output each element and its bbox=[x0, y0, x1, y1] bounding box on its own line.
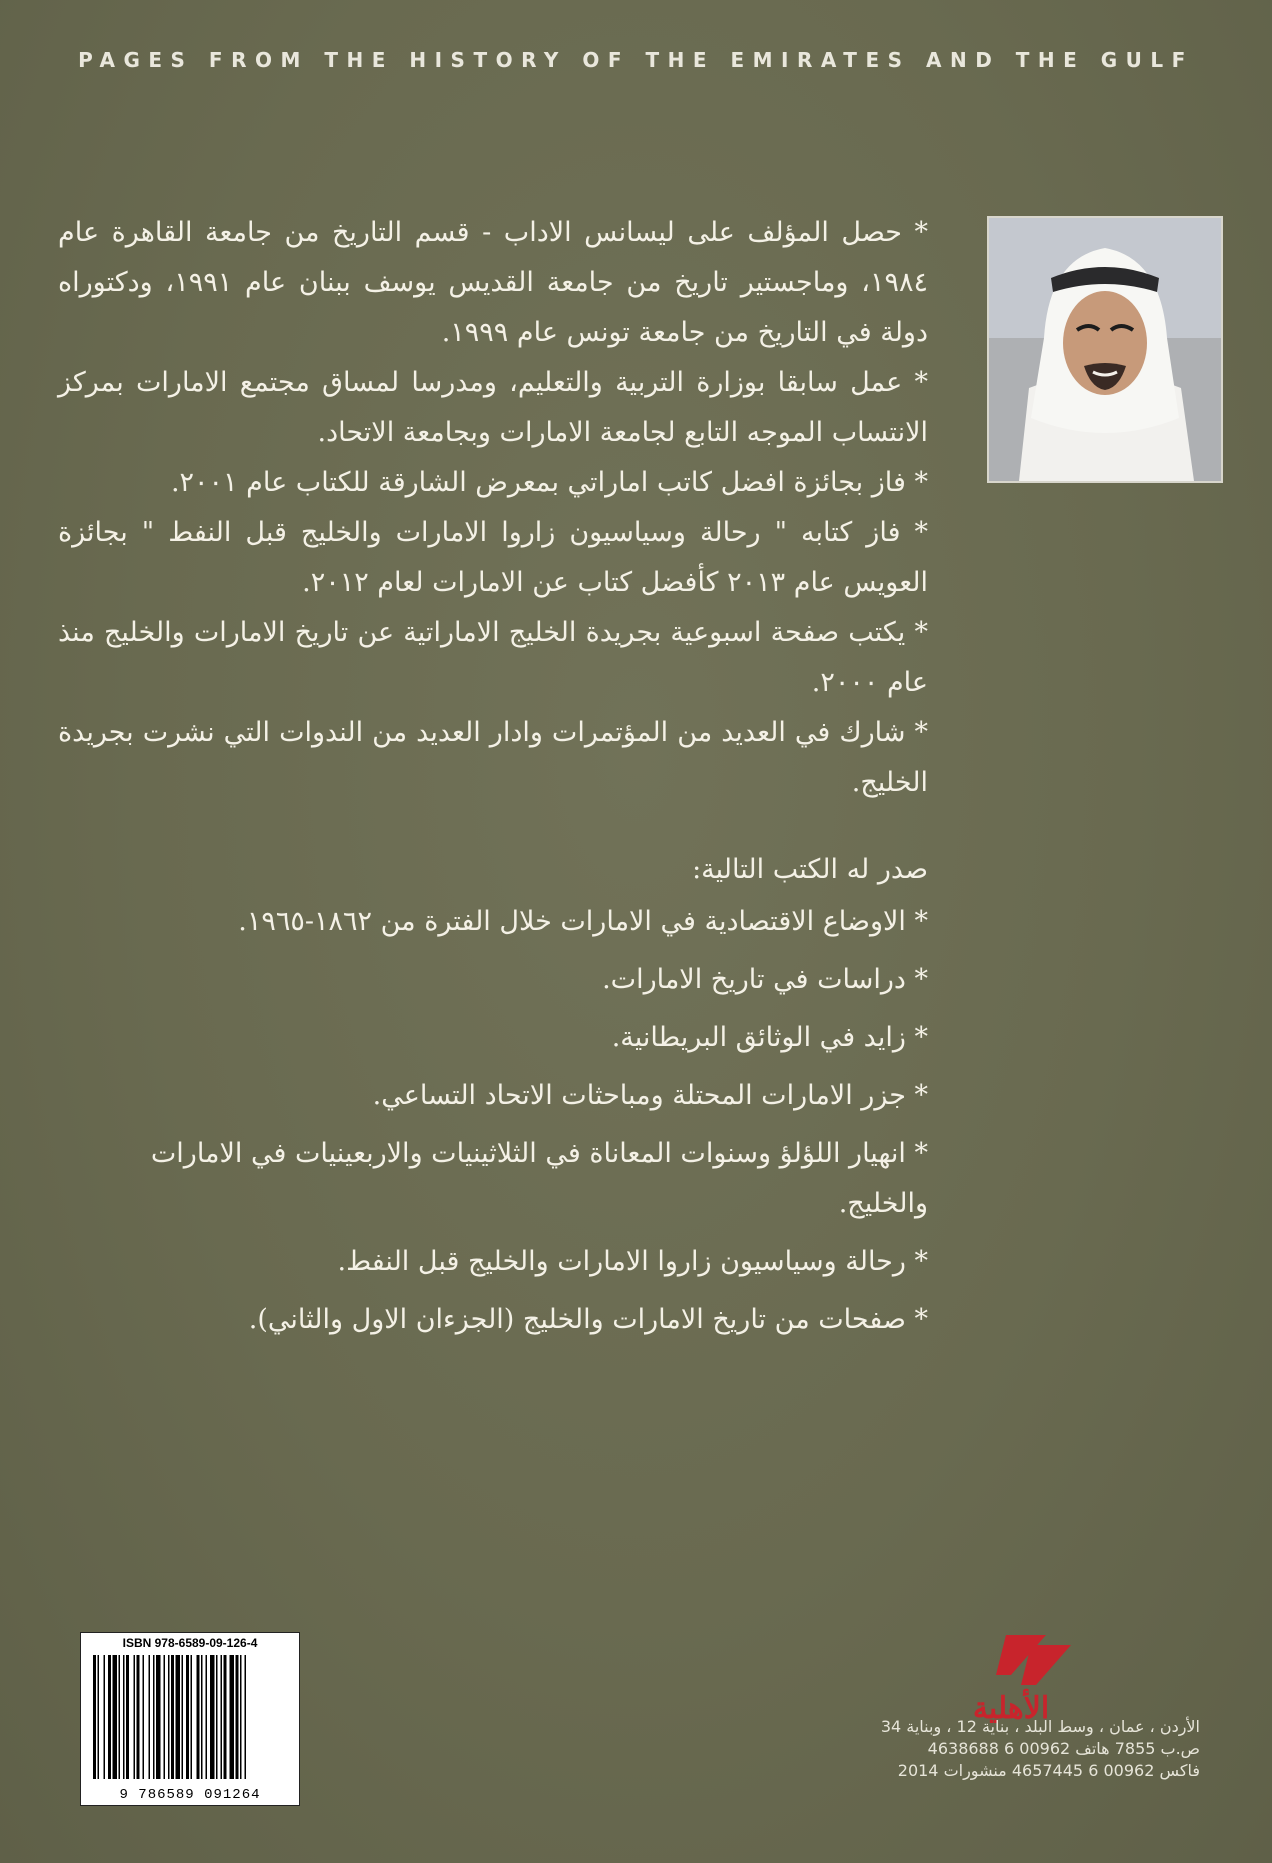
barcode-bar bbox=[123, 1655, 125, 1779]
author-photo bbox=[987, 216, 1223, 483]
series-title: PAGES FROM THE HISTORY OF THE EMIRATES AND THE GULF bbox=[78, 48, 1194, 72]
barcode-bar bbox=[240, 1655, 242, 1779]
isbn-label: ISBN 978-6589-09-126-4 bbox=[122, 1636, 258, 1650]
books-list bbox=[58, 845, 928, 1353]
barcode-digits: 9 786589 091264 bbox=[119, 1787, 261, 1803]
barcode-bar bbox=[98, 1655, 100, 1779]
barcode-bar bbox=[149, 1655, 151, 1779]
bio-paragraph: * يكتب صفحة اسبوعية بجريدة الخليج الاماراتية عن تاريخ الامارات والخليج منذ عام ٢٠٠٠. bbox=[58, 617, 928, 698]
logo-text: الأهلية bbox=[972, 1691, 1050, 1726]
barcode-bar bbox=[143, 1655, 145, 1779]
bio-paragraph: * حصل المؤلف على ليسانس الاداب - قسم التاريخ من جامعة القاهرة عام ١٩٨٤، وماجستير تاريخ من جامعة القديس يوسف ببنان عام ١٩٩١، ودكتوراه دولة في التاريخ من جامعة تونس عام ١٩٩٩. bbox=[58, 217, 928, 348]
barcode-bar bbox=[182, 1655, 184, 1779]
barcode-bar bbox=[186, 1655, 189, 1779]
book-item: * انهيار اللؤلؤ وسنوات المعاناة في الثلاثينيات والاربعينيات في الامارات والخليج. bbox=[150, 1138, 928, 1219]
publisher-address: الأردن ، عمان ، وسط البلد ، بناية 12 ، وبناية 34 bbox=[880, 1717, 1200, 1736]
barcode-bar bbox=[153, 1655, 155, 1779]
barcode-bar bbox=[221, 1655, 223, 1779]
barcode-bar bbox=[224, 1655, 227, 1779]
barcode-bar bbox=[245, 1655, 247, 1779]
bio-paragraph: * عمل سابقا بوزارة التربية والتعليم، ومدرسا لمساق مجتمع الامارات بمركز الانتساب الموجه التابع لجامعة الامارات وبجامعة الاتحاد. bbox=[58, 367, 928, 448]
barcode-bar bbox=[119, 1655, 121, 1779]
barcode-bar bbox=[176, 1655, 181, 1779]
barcode-bar bbox=[191, 1655, 193, 1779]
barcode-bar bbox=[168, 1655, 170, 1779]
barcode-bar bbox=[236, 1655, 239, 1779]
publisher-pobox: ص.ب 7855 هاتف 00962 6 4638688 bbox=[927, 1739, 1200, 1758]
barcode-bars bbox=[89, 1655, 291, 1779]
book-item: * زايد في الوثائق البريطانية. bbox=[611, 1022, 928, 1053]
barcode-bar bbox=[104, 1655, 106, 1779]
barcode-bar bbox=[230, 1655, 235, 1779]
barcode-bar bbox=[216, 1655, 218, 1779]
book-item: * الاوضاع الاقتصادية في الامارات خلال الفترة من ١٨٦٢-١٩٦٥. bbox=[238, 906, 928, 937]
barcode-bar bbox=[164, 1655, 166, 1779]
barcode-bar bbox=[134, 1655, 136, 1779]
barcode-bar bbox=[113, 1655, 118, 1779]
book-item: * صفحات من تاريخ الامارات والخليج (الجزءان الاول والثاني). bbox=[248, 1304, 928, 1335]
book-item: * دراسات في تاريخ الامارات. bbox=[602, 964, 928, 995]
isbn-barcode bbox=[80, 1632, 300, 1806]
publisher-fax: فاكس 00962 6 4657445 منشورات 2014 bbox=[897, 1761, 1200, 1780]
barcode-bar bbox=[156, 1655, 161, 1779]
books-intro: صدر له الكتب التالية: bbox=[692, 854, 928, 885]
bio-paragraph: * شارك في العديد من المؤتمرات وادار العديد من الندوات التي نشرت بجريدة الخليج. bbox=[58, 717, 928, 798]
barcode-bar bbox=[206, 1655, 208, 1779]
bio-paragraph: * فاز كتابه " رحالة وسياسيون زاروا الامارات والخليج قبل النفط " بجائزة العويس عام ٢٠١٣ كأفضل كتاب عن الامارات لعام ٢٠١٢. bbox=[58, 517, 928, 598]
barcode-bar bbox=[210, 1655, 215, 1779]
author-bio bbox=[58, 208, 928, 808]
bio-paragraph: * فاز بجائزة افضل كاتب اماراتي بمعرض الشارقة للكتاب عام ٢٠٠١. bbox=[170, 467, 928, 498]
book-item: * جزر الامارات المحتلة ومباحثات الاتحاد التساعي. bbox=[372, 1080, 928, 1111]
barcode-bar bbox=[171, 1655, 174, 1779]
publisher-logo bbox=[936, 1630, 1086, 1730]
book-item: * رحالة وسياسيون زاروا الامارات والخليج قبل النفط. bbox=[337, 1246, 928, 1277]
barcode-bar bbox=[93, 1655, 96, 1779]
publisher-info bbox=[800, 1716, 1200, 1782]
barcode-bar bbox=[108, 1655, 111, 1779]
barcode-bar bbox=[137, 1655, 140, 1779]
barcode-bar bbox=[126, 1655, 129, 1779]
barcode-bar bbox=[201, 1655, 203, 1779]
barcode-bar bbox=[197, 1655, 200, 1779]
